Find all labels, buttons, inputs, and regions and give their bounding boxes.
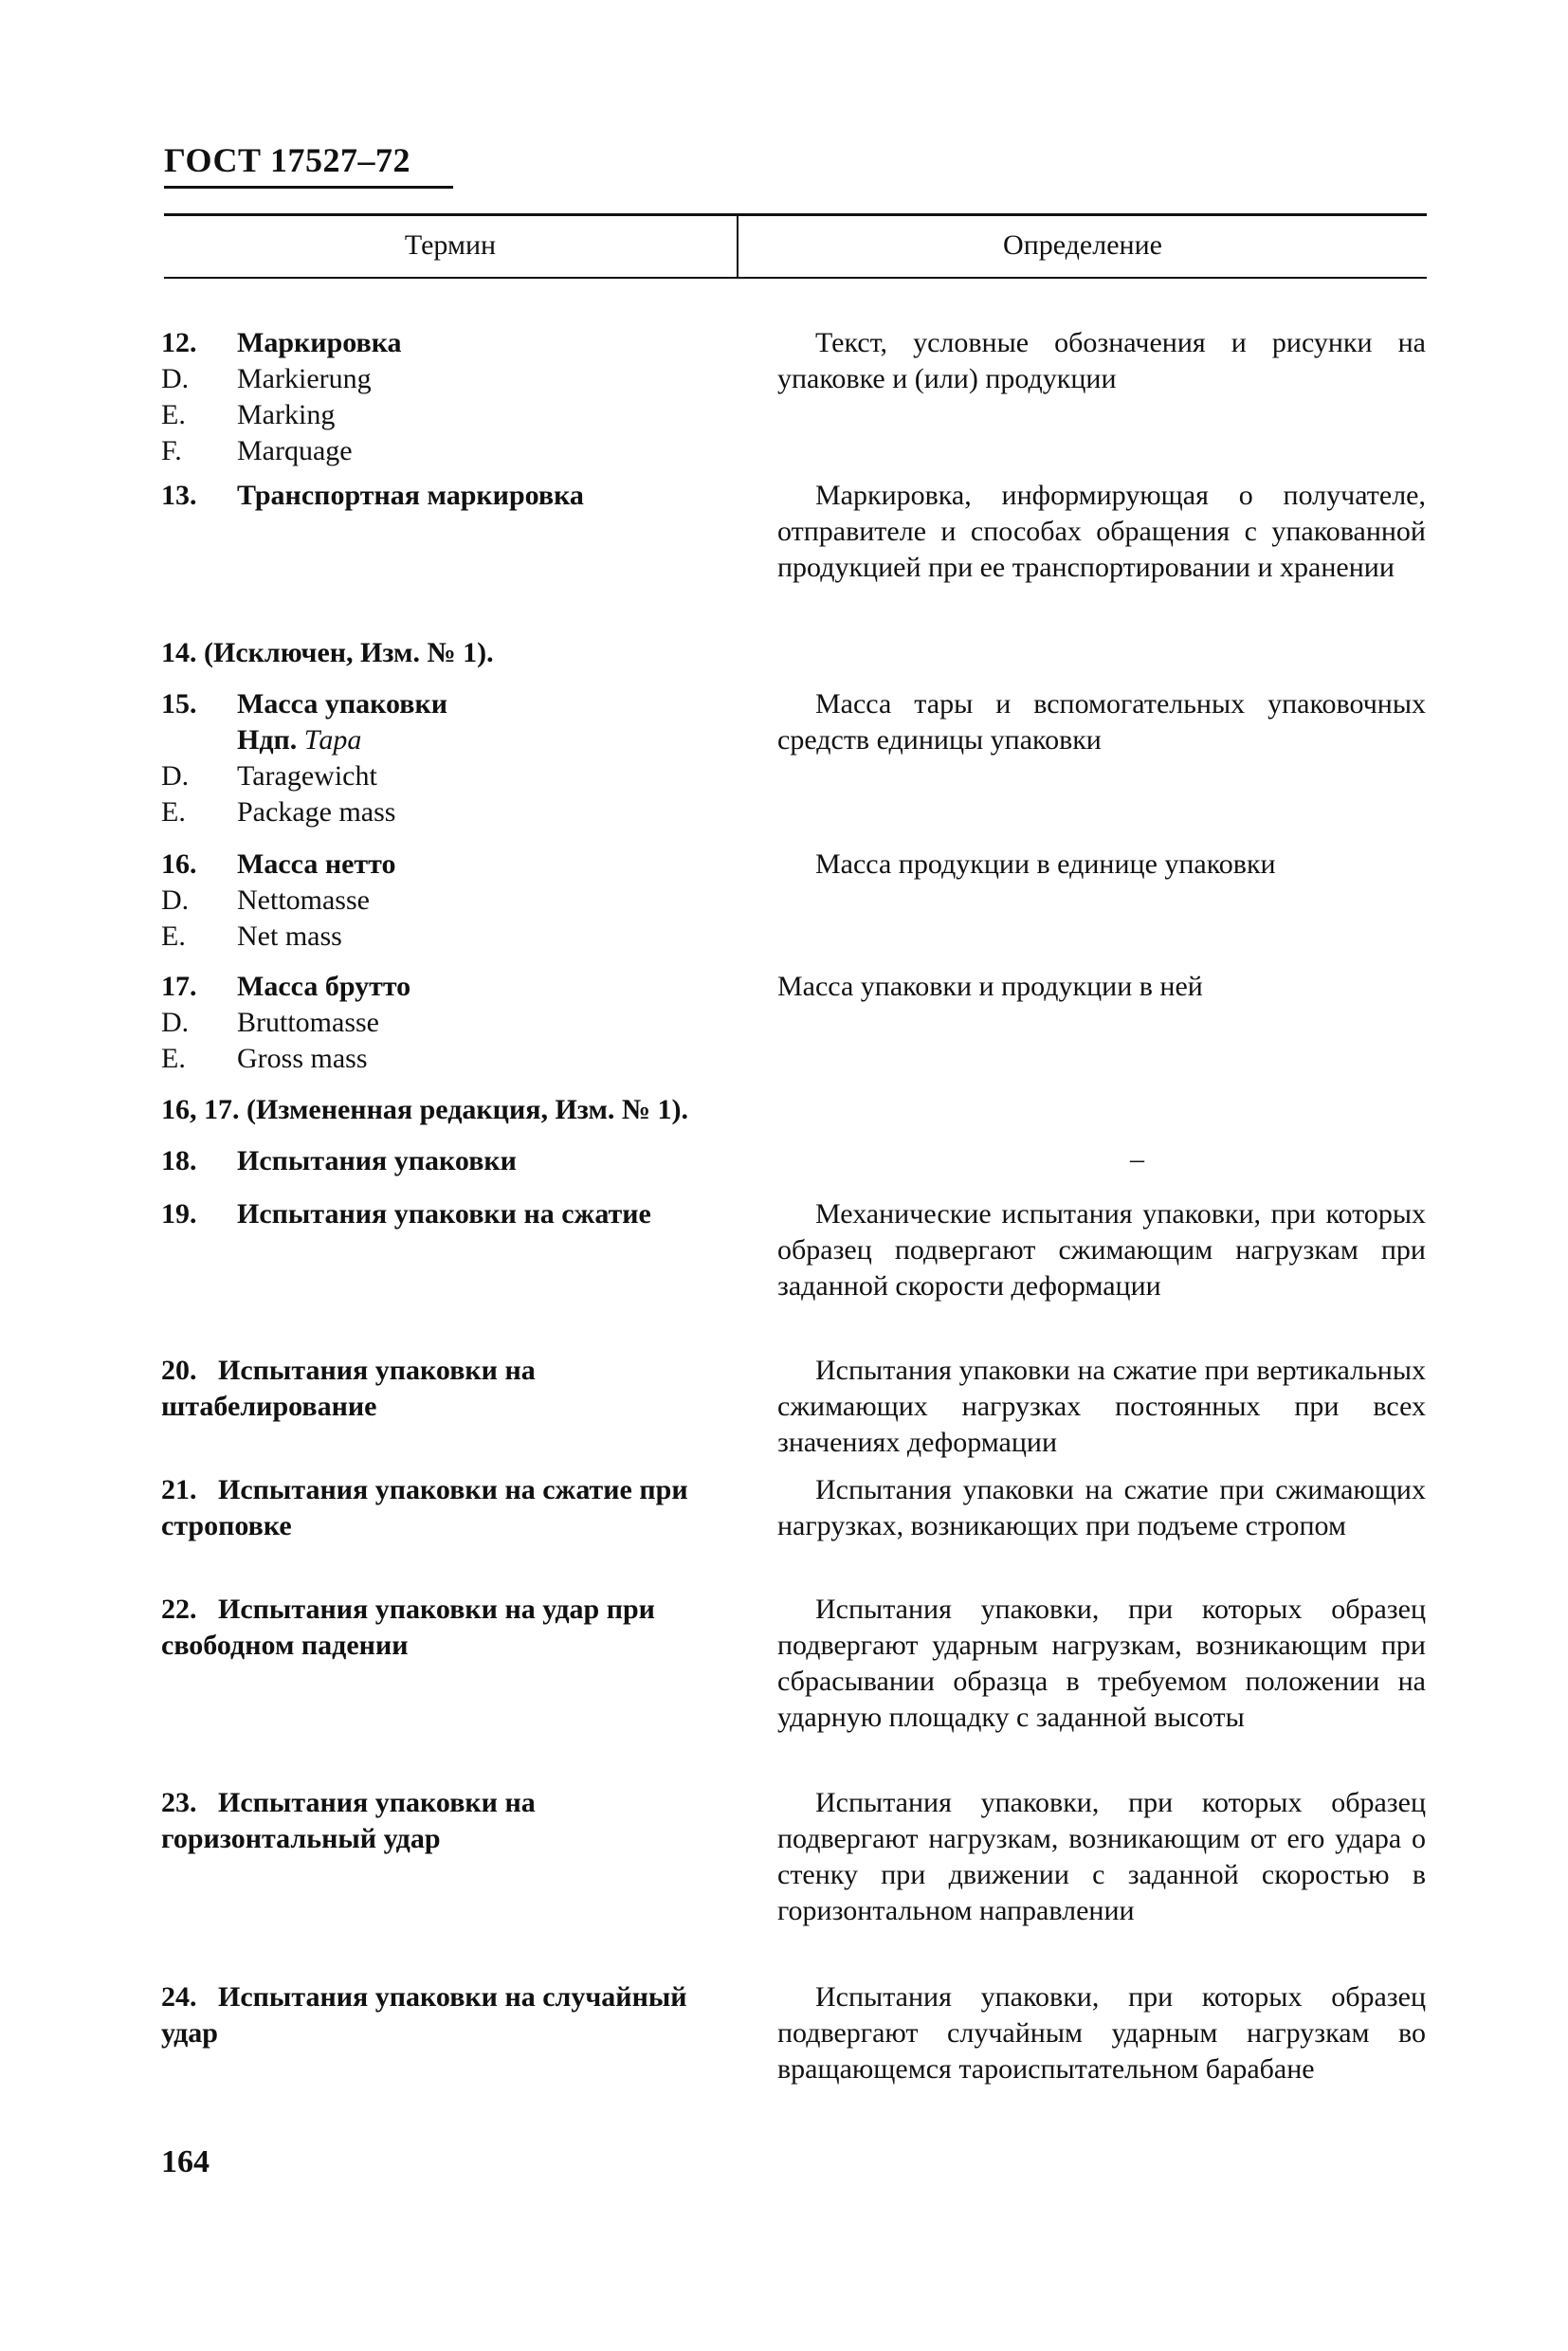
definition-23 [777, 1785, 1426, 1929]
term-ru: Испытания упаковки на сжатие при строповке [161, 1474, 688, 1541]
term-ru: Испытания упаковки на удар при свободном падении [161, 1594, 655, 1661]
term-en: Net mass [237, 920, 342, 952]
term-number: 12. [161, 327, 197, 358]
term-ru: Маркировка [237, 327, 402, 358]
term-entry-20 [161, 1353, 720, 1425]
ndp-term: Тара [303, 724, 362, 756]
standard-header: ГОСТ 17527–72 [164, 141, 410, 179]
column-header-term: Термин [404, 229, 497, 261]
lang-code: F. [161, 435, 182, 466]
definition-text: Механические испытания упаковки, при которых образец подвергают сжимающим нагрузкам при заданной скорости деформации [777, 1198, 1426, 1302]
term-entry-12 [161, 325, 739, 469]
term-ru: Масса брутто [237, 971, 411, 1002]
definition-text: Испытания упаковки на сжатие при сжимающих нагрузках, возникающих при подъеме стропом [777, 1474, 1426, 1541]
term-de: Nettomasse [237, 884, 370, 916]
lang-code: D. [161, 363, 190, 394]
column-header-definition: Определение [1003, 229, 1162, 261]
term-entry-19 [161, 1196, 739, 1232]
term-en: Package mass [237, 796, 396, 828]
term-entry-22 [161, 1592, 720, 1664]
lang-code: D. [161, 760, 190, 792]
term-entry-21 [161, 1472, 720, 1544]
term-fr: Marquage [237, 435, 353, 466]
definition-22 [777, 1592, 1426, 1736]
term-entry-23 [161, 1785, 720, 1857]
term-ru: Испытания упаковки на горизонтальный удар [161, 1787, 536, 1854]
term-ru: Испытания упаковки на сжатие [237, 1198, 651, 1230]
definition-20 [777, 1353, 1426, 1461]
lang-code: D. [161, 1007, 190, 1038]
page-number: 164 [161, 2144, 210, 2179]
term-number: 24. [161, 1981, 197, 2013]
term-entry-18 [161, 1143, 739, 1179]
term-entry-15 [161, 686, 739, 830]
term-number: 20. [161, 1355, 197, 1386]
term-number: 21. [161, 1474, 197, 1505]
definition-text: Масса продукции в единице упаковки [815, 848, 1276, 880]
definition-text: Масса упаковки и продукции в ней [777, 971, 1203, 1002]
term-number: 22. [161, 1594, 197, 1625]
definition-21 [777, 1472, 1426, 1544]
definition-12 [777, 325, 1426, 397]
lang-code: E. [161, 1043, 186, 1074]
term-number: 19. [161, 1198, 197, 1230]
term-ru: Масса упаковки [237, 688, 448, 720]
header-underline [164, 186, 453, 189]
term-number: 17. [161, 971, 197, 1002]
term-number: 18. [161, 1145, 197, 1176]
term-entry-16 [161, 847, 739, 955]
term-number: 16. [161, 848, 197, 880]
term-ru: Масса нетто [237, 848, 396, 880]
term-entry-14-excluded: 14. (Исключен, Изм. № 1). [161, 637, 494, 668]
definition-text: Испытания упаковки на сжатие при вертикальных сжимающих нагрузках постоянных при всех значениях деформации [777, 1355, 1426, 1458]
lang-code: E. [161, 796, 186, 828]
definition-18-dash: – [1130, 1143, 1144, 1175]
amendment-note-16-17: 16, 17. (Измененная редакция, Изм. № 1). [161, 1094, 689, 1125]
term-entry-17 [161, 969, 739, 1077]
term-en: Marking [237, 399, 336, 430]
term-de: Markierung [237, 363, 372, 394]
term-de: Taragewicht [237, 760, 377, 792]
term-ru: Транспортная маркировка [237, 480, 584, 511]
lang-code: D. [161, 884, 190, 916]
definition-text: Масса тары и вспомогательных упаковочных средств единицы упаковки [777, 688, 1426, 756]
term-number: 15. [161, 688, 197, 720]
definition-16 [777, 847, 1426, 883]
term-en: Gross mass [237, 1043, 368, 1074]
definition-19 [777, 1196, 1426, 1304]
lang-code: E. [161, 399, 186, 430]
definition-15 [777, 686, 1426, 758]
term-number: 23. [161, 1787, 197, 1818]
definition-text: Испытания упаковки, при которых образец подвергают нагрузкам, возникающим от его удара о стенку при движении с заданной скоростью в горизонтальном направлении [777, 1787, 1426, 1926]
ndp-label: Ндп. [237, 724, 298, 756]
definition-text: Испытания упаковки, при которых образец подвергают случайным ударным нагрузкам во вращающемся тароиспытательном барабане [777, 1981, 1426, 2085]
term-number: 13. [161, 480, 197, 511]
term-de: Bruttomasse [237, 1007, 379, 1038]
term-entry-13 [161, 478, 739, 514]
definition-text: Испытания упаковки, при которых образец подвергают ударным нагрузкам, возникающим при сбрасывании образца в требуемом положении на ударную площадку с заданной высоты [777, 1594, 1426, 1733]
definition-text: Маркировка, информирующая о получателе, отправителе и способах обращения с упакованной продукцией при ее транспортировании и хранении [777, 480, 1426, 583]
definition-17 [777, 969, 1426, 1005]
definition-text: Текст, условные обозначения и рисунки на упаковке и (или) продукции [777, 327, 1426, 394]
table-header-rule [164, 277, 1427, 279]
term-entry-24 [161, 1979, 720, 2051]
table-top-rule [164, 213, 1427, 216]
term-ru: Испытания упаковки на случайный удар [161, 1981, 687, 2049]
term-ru: Испытания упаковки на штабелирование [161, 1355, 536, 1422]
definition-13 [777, 478, 1426, 586]
definition-24 [777, 1979, 1426, 2087]
lang-code: E. [161, 920, 186, 952]
term-ru: Испытания упаковки [237, 1145, 517, 1176]
